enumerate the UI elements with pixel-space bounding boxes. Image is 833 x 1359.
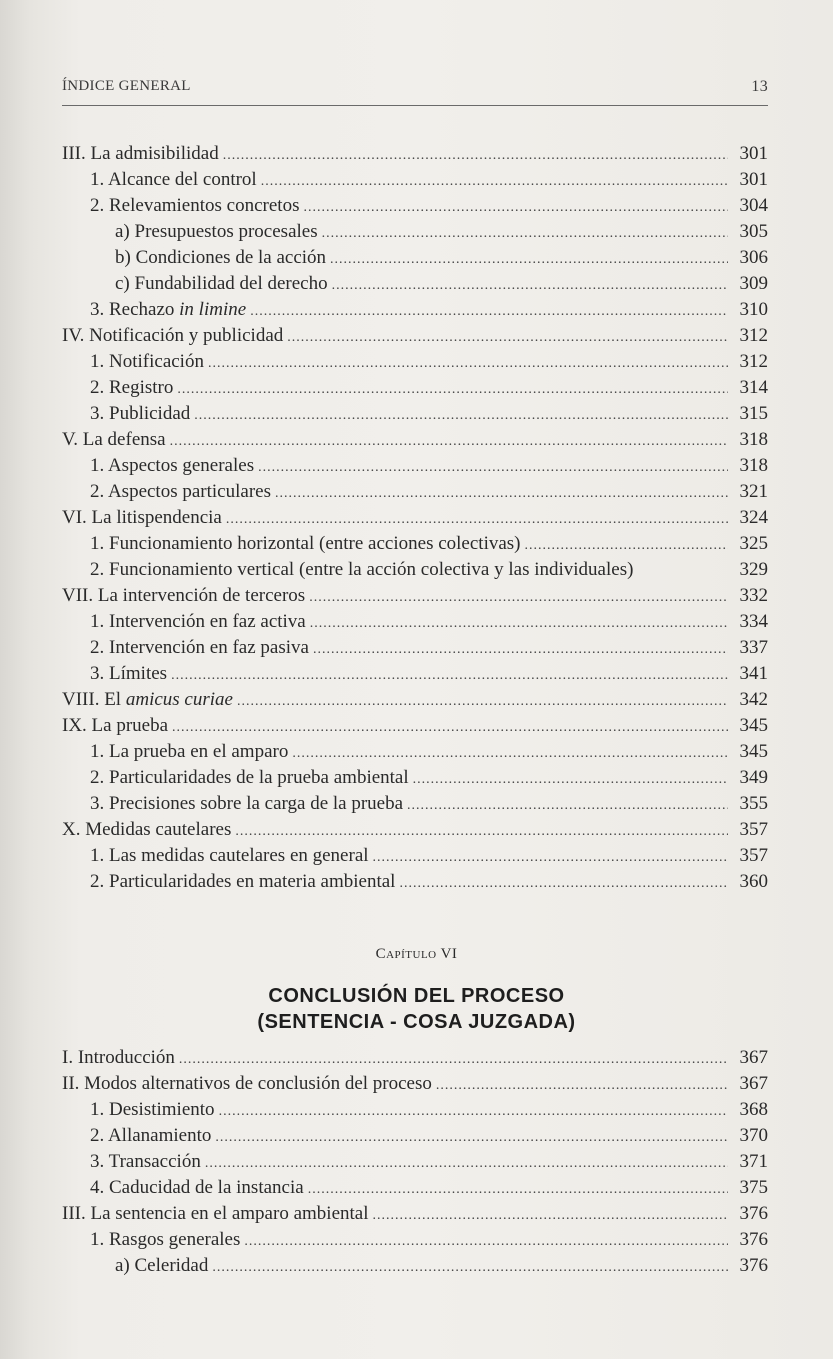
toc-entry-label xyxy=(62,1071,432,1097)
toc-entry-italic-text: amicus curiae xyxy=(125,689,233,710)
toc-entry-text: VIII. El xyxy=(62,689,126,710)
toc-entry xyxy=(90,167,768,193)
dot-leader xyxy=(194,403,728,429)
toc-entry xyxy=(90,739,768,765)
toc-entry-text: 2. Allanamiento xyxy=(90,1125,212,1146)
toc-entry-label xyxy=(115,245,326,271)
toc-entry xyxy=(90,635,768,661)
toc-entry-label xyxy=(90,869,395,895)
toc-entry-label xyxy=(90,609,306,635)
header-rule xyxy=(62,105,768,106)
toc-entry-page: 349 xyxy=(739,767,768,788)
dot-leader xyxy=(310,611,728,637)
toc-entry-page: 376 xyxy=(739,1229,768,1250)
dot-leader xyxy=(226,507,728,533)
dot-leader xyxy=(250,299,728,325)
toc-entry-label xyxy=(90,1227,240,1253)
dot-leader xyxy=(303,195,728,221)
toc-entry-label xyxy=(90,479,271,505)
toc-entry-text: 1. Rasgos generales xyxy=(90,1229,241,1250)
toc-entry-page: 342 xyxy=(739,689,768,710)
dot-leader xyxy=(237,689,728,715)
toc-entry-text: 3. Precisiones sobre la carga de la prueba xyxy=(90,793,404,814)
toc-entry-label xyxy=(90,375,173,401)
toc-entry-label xyxy=(90,739,288,765)
toc-entry-label xyxy=(62,583,305,609)
toc-entry-label xyxy=(115,271,328,297)
toc-entry-text: V. La defensa xyxy=(62,429,166,450)
toc-entry-page: 376 xyxy=(739,1255,768,1276)
dot-leader xyxy=(287,325,728,351)
toc-entry-page: 329 xyxy=(739,559,768,580)
toc-entry xyxy=(90,531,768,557)
toc-entry xyxy=(90,1227,768,1253)
toc-entry-italic-text: in limine xyxy=(179,299,247,320)
toc-entry-page: 321 xyxy=(739,481,768,502)
toc-entry xyxy=(90,375,768,401)
toc-entry xyxy=(90,1175,768,1201)
toc-entry-label xyxy=(90,765,409,791)
toc-entry-text: I. Introducción xyxy=(62,1047,175,1068)
dot-leader xyxy=(170,429,728,455)
toc-entry-page: 318 xyxy=(739,429,768,450)
toc-entry xyxy=(90,869,768,895)
dot-leader xyxy=(258,455,728,481)
dot-leader xyxy=(223,143,728,169)
toc-entry-label xyxy=(90,843,369,869)
dot-leader xyxy=(322,221,728,247)
toc-entry-page: 315 xyxy=(739,403,768,424)
toc-entry-page: 314 xyxy=(739,377,768,398)
toc-entry xyxy=(90,193,768,219)
toc-entry-page: 376 xyxy=(739,1203,768,1224)
toc-entry-label xyxy=(90,349,204,375)
toc-entry-page: 355 xyxy=(739,793,768,814)
toc-entry-page: 370 xyxy=(739,1125,768,1146)
dot-leader xyxy=(208,351,728,377)
toc-entry-text: III. La admisibilidad xyxy=(62,143,219,164)
toc-entry-page: 332 xyxy=(739,585,768,606)
toc-entry-label xyxy=(90,401,190,427)
toc-entry xyxy=(90,1097,768,1123)
dot-leader xyxy=(244,1229,728,1255)
toc-entry-page: 337 xyxy=(739,637,768,658)
toc-entry xyxy=(90,453,768,479)
toc-entry xyxy=(62,505,768,531)
dot-leader xyxy=(525,533,728,559)
toc-entry xyxy=(115,271,768,297)
toc-entry-text: 2. Registro xyxy=(90,377,174,398)
dot-leader xyxy=(413,767,728,793)
dot-leader xyxy=(309,585,728,611)
toc-entry-page: 367 xyxy=(739,1073,768,1094)
toc-entry-label xyxy=(90,791,403,817)
toc-entry-label xyxy=(90,635,309,661)
toc-entry xyxy=(115,1253,768,1279)
toc-entry-label xyxy=(90,453,254,479)
toc-entry xyxy=(90,297,768,323)
toc-entry-text: 2. Funcionamiento vertical (entre la acción colectiva y las individuales) xyxy=(90,559,634,580)
toc-entry-page: 309 xyxy=(739,273,768,294)
dot-leader xyxy=(436,1073,728,1099)
dot-leader xyxy=(177,377,728,403)
dot-leader xyxy=(407,793,728,819)
toc-entry-page: 301 xyxy=(739,169,768,190)
dot-leader xyxy=(235,819,728,845)
toc-entry-text: 1. Las medidas cautelares en general xyxy=(90,845,369,866)
toc-entry-page: 341 xyxy=(739,663,768,684)
toc-entry xyxy=(62,817,768,843)
dot-leader xyxy=(275,481,728,507)
header-title: ÍNDICE GENERAL xyxy=(62,78,191,94)
toc-entry-text: a) Presupuestos procesales xyxy=(115,221,318,242)
toc-entry-text: 2. Relevamientos concretos xyxy=(90,195,300,216)
toc-entry xyxy=(90,609,768,635)
dot-leader xyxy=(399,871,728,897)
toc-entry-text: 3. Rechazo xyxy=(90,299,180,320)
dot-leader xyxy=(205,1151,728,1177)
toc-entry xyxy=(90,1123,768,1149)
dot-leader xyxy=(373,1203,729,1229)
toc-entry-label xyxy=(90,1149,201,1175)
toc-entry-page: 357 xyxy=(739,845,768,866)
toc-entry-page: 318 xyxy=(739,455,768,476)
toc-entry xyxy=(90,843,768,869)
toc-entry-label xyxy=(90,1175,304,1201)
toc-entry-text: 2. Particularidades de la prueba ambiental xyxy=(90,767,409,788)
toc-entry xyxy=(90,401,768,427)
toc-entry-label xyxy=(115,1253,208,1279)
toc-entry-page: 345 xyxy=(739,741,768,762)
toc-entry-text: 1. Funcionamiento horizontal (entre acciones colectivas) xyxy=(90,533,521,554)
dot-leader xyxy=(330,247,728,273)
toc-entry xyxy=(90,1149,768,1175)
dot-leader xyxy=(308,1177,728,1203)
dot-leader xyxy=(171,663,728,689)
toc-entry-text: 1. Alcance del control xyxy=(90,169,257,190)
toc-entry-page: 367 xyxy=(739,1047,768,1068)
toc-entry-page: 375 xyxy=(739,1177,768,1198)
toc-entry xyxy=(115,245,768,271)
toc-entry-text: IV. Notificación y publicidad xyxy=(62,325,284,346)
toc-entry xyxy=(115,219,768,245)
toc-entry-page: 334 xyxy=(739,611,768,632)
toc-entry-text: VII. La intervención de terceros xyxy=(62,585,306,606)
toc-entry-text: 4. Caducidad de la instancia xyxy=(90,1177,304,1198)
toc-entry xyxy=(62,1201,768,1227)
toc-entry xyxy=(62,583,768,609)
dot-leader xyxy=(212,1255,728,1281)
toc-entry-text: 1. Notificación xyxy=(90,351,204,372)
toc-entry-text: X. Medidas cautelares xyxy=(62,819,232,840)
chapter-title-line1: CONCLUSIÓN DEL PROCESO xyxy=(268,985,565,1007)
toc-entry-page: 312 xyxy=(739,351,768,372)
toc-entry-label xyxy=(62,713,168,739)
toc-entry-page: 345 xyxy=(739,715,768,736)
toc-entry-label xyxy=(62,427,166,453)
toc-entry-text: a) Celeridad xyxy=(115,1255,209,1276)
dot-leader xyxy=(219,1099,728,1125)
dot-leader xyxy=(373,845,728,871)
toc-entry-text: VI. La litispendencia xyxy=(62,507,222,528)
toc-entry-text: IX. La prueba xyxy=(62,715,169,736)
toc-entry-text: b) Condiciones de la acción xyxy=(115,247,327,268)
toc-entry-text: II. Modos alternativos de conclusión del proceso xyxy=(62,1073,432,1094)
toc-entry-label xyxy=(62,1201,369,1227)
toc-entry xyxy=(90,765,768,791)
dot-leader xyxy=(332,273,728,299)
toc-entry-label xyxy=(62,141,219,167)
toc-entry-page: 310 xyxy=(739,299,768,320)
toc-entry-page: 312 xyxy=(739,325,768,346)
toc-entry xyxy=(62,141,768,167)
toc-entry xyxy=(90,557,768,583)
toc-entry-label xyxy=(90,167,257,193)
toc-entry-label xyxy=(90,1097,215,1123)
toc-entry-page: 301 xyxy=(739,143,768,164)
toc-entry xyxy=(90,349,768,375)
toc-entry-page: 306 xyxy=(739,247,768,268)
toc-entry-page: 325 xyxy=(739,533,768,554)
dot-leader xyxy=(292,741,728,767)
dot-leader xyxy=(313,637,728,663)
toc-entry-text: 1. Aspectos generales xyxy=(90,455,255,476)
toc-entry xyxy=(62,323,768,349)
dot-leader xyxy=(179,1047,728,1073)
toc-entry xyxy=(62,1045,768,1071)
toc-entry-text: 2. Aspectos particulares xyxy=(90,481,271,502)
toc-entry-text: III. La sentencia en el amparo ambiental xyxy=(62,1203,369,1224)
chapter-title-line2: (SENTENCIA - COSA JUZGADA) xyxy=(257,1011,576,1033)
toc-entry xyxy=(62,1071,768,1097)
toc-entry-text: 2. Particularidades en materia ambiental xyxy=(90,871,396,892)
chapter-label: Capítulo VI xyxy=(375,946,458,962)
toc-entry-label xyxy=(62,505,222,531)
toc-entry-label xyxy=(62,1045,175,1071)
toc-entry-text: 2. Intervención en faz pasiva xyxy=(90,637,309,658)
dot-leader xyxy=(261,169,728,195)
toc-entry-label xyxy=(62,817,231,843)
toc-entry-page: 371 xyxy=(739,1151,768,1172)
toc-entry-label xyxy=(115,219,318,245)
toc-entry xyxy=(62,687,768,713)
toc-entry-text: 3. Límites xyxy=(90,663,168,684)
toc-entry-label xyxy=(90,297,246,323)
dot-leader xyxy=(172,715,728,741)
running-header xyxy=(62,78,768,100)
toc-entry-text: 3. Publicidad xyxy=(90,403,191,424)
toc-entry-label xyxy=(90,1123,211,1149)
toc-entry xyxy=(90,479,768,505)
toc-entry-page: 360 xyxy=(739,871,768,892)
toc-entry-label xyxy=(90,661,167,687)
toc-entry-text: 1. Intervención en faz activa xyxy=(90,611,306,632)
toc-entry-label xyxy=(62,323,283,349)
toc-entry xyxy=(62,427,768,453)
dot-leader xyxy=(215,1125,728,1151)
toc-entry-text: 1. La prueba en el amparo xyxy=(90,741,289,762)
toc-entry xyxy=(90,791,768,817)
toc-entry-text: 3. Transacción xyxy=(90,1151,201,1172)
toc-entry-page: 357 xyxy=(739,819,768,840)
toc-entry-text: 1. Desistimiento xyxy=(90,1099,215,1120)
toc-entry-page: 324 xyxy=(739,507,768,528)
toc-entry xyxy=(90,661,768,687)
toc-entry xyxy=(62,713,768,739)
toc-entry-page: 305 xyxy=(739,221,768,242)
toc-entry-label xyxy=(90,193,299,219)
toc-entry-page: 368 xyxy=(739,1099,768,1120)
toc-entry-label xyxy=(90,531,521,557)
toc-entry-label xyxy=(90,557,633,583)
header-page-number: 13 xyxy=(751,78,768,95)
toc-entry-text: c) Fundabilidad del derecho xyxy=(115,273,328,294)
toc-entry-page: 304 xyxy=(739,195,768,216)
toc-entry-label xyxy=(62,687,233,713)
